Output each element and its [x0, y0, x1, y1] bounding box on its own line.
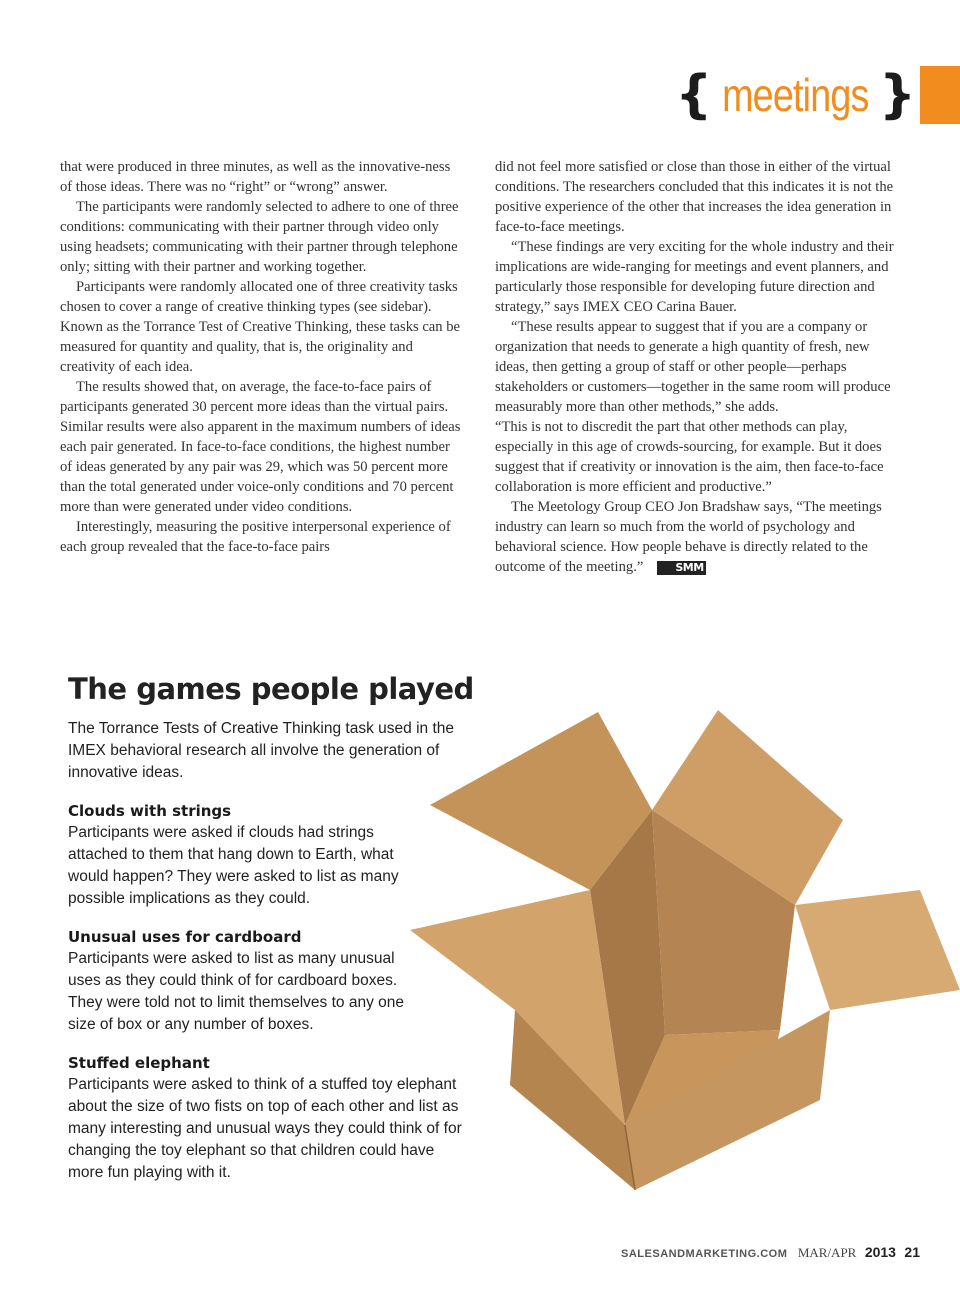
paragraph: did not feel more satisfied or close than those in either of the virtual conditions. The researchers concluded that this indicates it is not the positive experience of the other that increases the idea generation in face-to-face meetings.	[495, 159, 894, 235]
page-number: 21	[904, 1244, 920, 1260]
sidebar-item-body: Participants were asked to think of a stuffed toy elephant about the size of two fists on top of each other and list as many interesting and unusual ways they could think of for changing the toy elephant so that children could have more fun playing with it.	[68, 1076, 462, 1181]
article-column-right	[495, 157, 900, 577]
footer-issue: MAR/APR	[797, 1245, 857, 1260]
end-mark: SMM	[657, 561, 705, 575]
box-right-flap	[795, 890, 960, 1010]
section-color-tab	[920, 66, 960, 124]
sidebar-item-body: Participants were asked if clouds had strings attached to them that hang down to Earth, what would happen? They were asked to list as many possible implications as they could.	[68, 824, 399, 907]
sidebar-item	[68, 926, 468, 1036]
paragraph: The results showed that, on average, the face-to-face pairs of participants generated 30 percent more ideas than the virtual pairs. Similar results were also apparent in the maximum numbers of ideas each pair generated. In face-to-face conditions, the highest number of ideas generated by any pair was 29, which was 50 percent more than the total generated under voice-only conditions and 70 percent more than were generated under video conditions.	[60, 379, 461, 515]
paragraph: “These findings are very exciting for the whole industry and their implications are wide-ranging for meetings and event planners, and particularly those responsible for developing future direction and strategy,” says IMEX CEO Carina Bauer.	[495, 239, 894, 315]
paragraph: that were produced in three minutes, as well as the innovative-ness of those ideas. There was no “right” or “wrong” answer.	[60, 159, 451, 195]
paragraph-text: The Meetology Group CEO Jon Bradshaw says, “The meetings industry can learn so much from the world of psychology and behavioral science. How people behave is directly related to the outcome of the meeting.”	[495, 499, 882, 575]
paragraph: Interestingly, measuring the positive interpersonal experience of each group revealed that the face-to-face pairs	[60, 519, 451, 555]
sidebar-item-heading: Clouds with strings	[68, 802, 232, 820]
sidebar-title: The games people played	[68, 672, 474, 706]
page-footer	[621, 1244, 920, 1262]
sidebar-item	[68, 800, 468, 910]
cardboard-box-image	[400, 700, 960, 1200]
paragraph	[495, 497, 900, 577]
sidebar-item	[68, 1052, 468, 1184]
sidebar-item-heading: Stuffed elephant	[68, 1054, 210, 1072]
sidebar-item-heading: Unusual uses for cardboard	[68, 928, 302, 946]
section-header	[675, 66, 960, 124]
footer-site: SALESANDMARKETING.COM	[621, 1248, 788, 1260]
paragraph: “This is not to discredit the part that other methods can play, especially in this age of crowds-sourcing, for example. But it does suggest that if creativity or innovation is the aim, then face-to-face collaboration is more efficient and productive.”	[495, 419, 884, 495]
sidebar	[68, 718, 468, 1200]
article-column-left	[60, 157, 465, 557]
section-label: meetings	[722, 69, 869, 121]
open-brace: {	[675, 65, 713, 125]
sidebar-intro: The Torrance Tests of Creative Thinking task used in the IMEX behavioral research all involve the generation of innovative ideas.	[68, 720, 454, 781]
paragraph: Participants were randomly allocated one of three creativity tasks chosen to cover a range of creative thinking types (see sidebar). Known as the Torrance Test of Creative Thinking, these tasks can be measured for quantity and quality, that is, the originality and creativity of each idea.	[60, 279, 460, 375]
footer-year: 2013	[864, 1244, 896, 1260]
sidebar-item-body: Participants were asked to list as many unusual uses as they could think of for cardboard boxes. They were told not to limit themselves to any one size of box or any number of boxes.	[68, 950, 404, 1033]
close-brace: }	[878, 65, 916, 125]
paragraph: The participants were randomly selected to adhere to one of three conditions: communicating with their partner through video only using headsets; communicating with their partner through telephone only; sitting with their partner and working together.	[60, 199, 459, 275]
paragraph: “These results appear to suggest that if you are a company or organization that needs to generate a high quantity of fresh, new ideas, then getting a group of staff or other people—perhaps stakeholders or customers—together in the same room will produce measurably more than other methods,” she adds.	[495, 319, 891, 415]
